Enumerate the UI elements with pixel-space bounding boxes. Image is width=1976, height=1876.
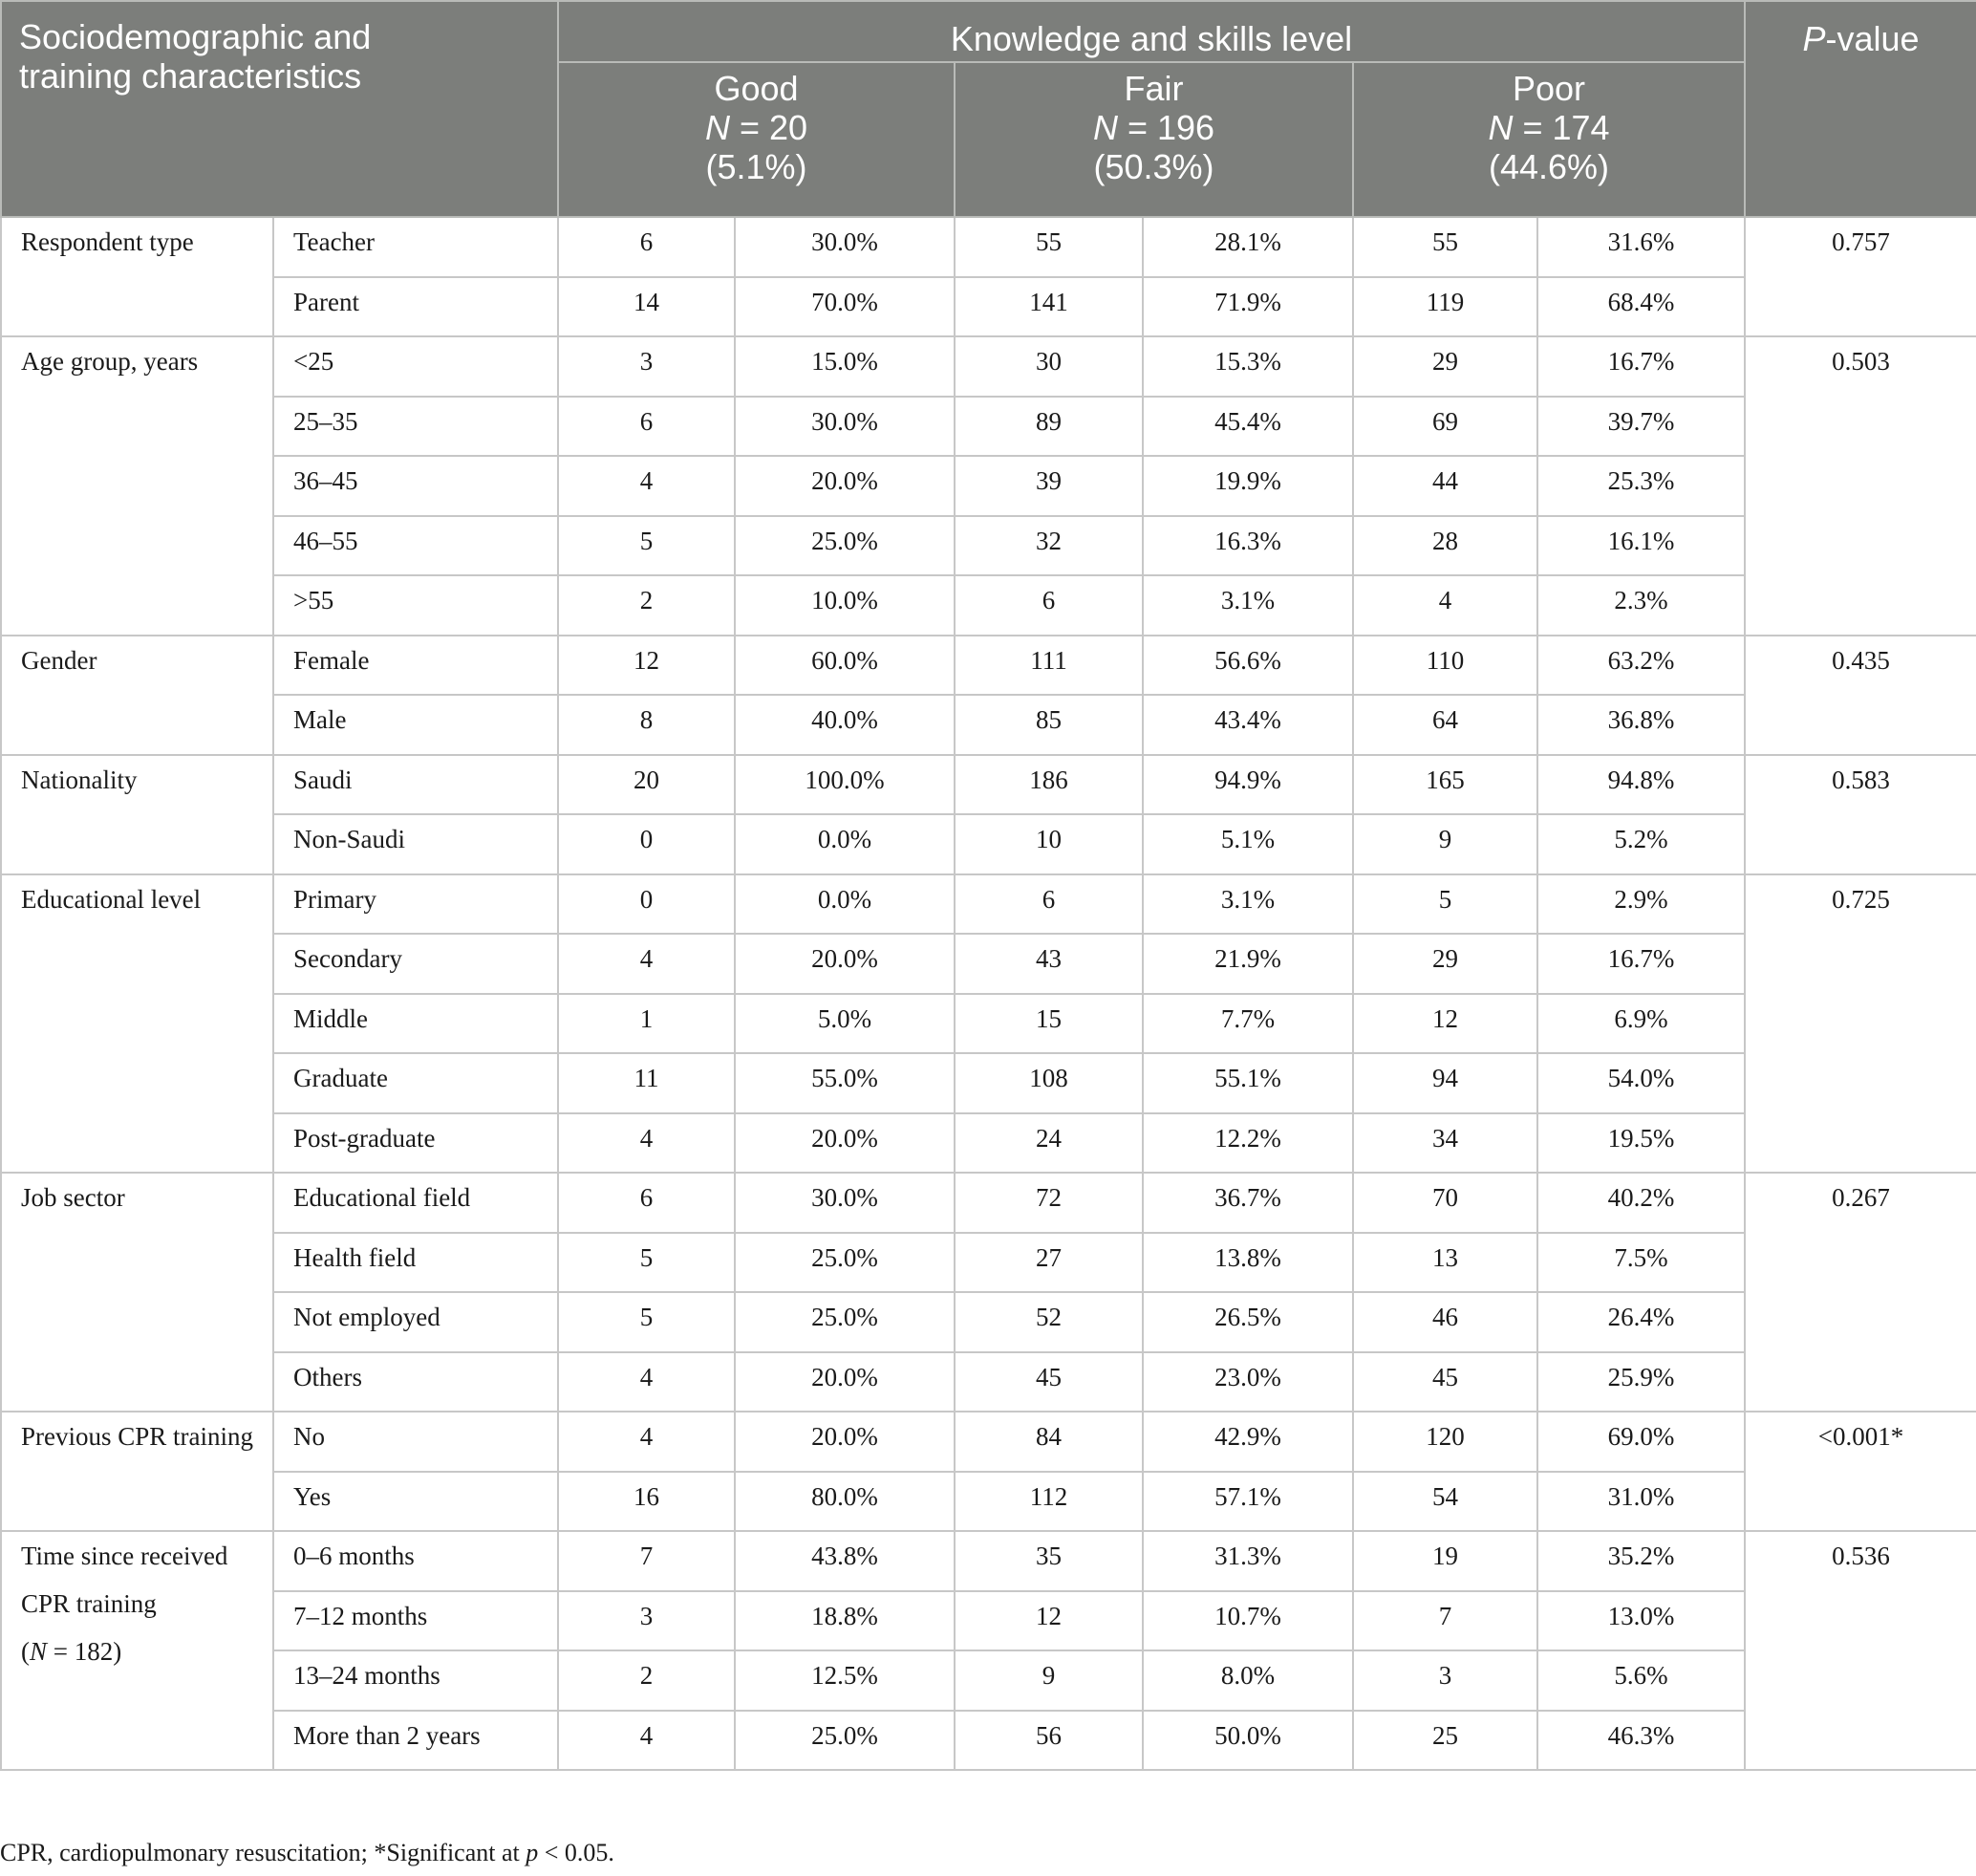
- good-p-cell: 40.0%: [735, 695, 955, 755]
- poor-n-cell: 5: [1353, 874, 1537, 935]
- subcategory-label: Post-graduate: [273, 1113, 558, 1174]
- good-p-cell: 70.0%: [735, 277, 955, 337]
- fair-p-cell: 19.9%: [1143, 456, 1353, 516]
- good-p-cell: 25.0%: [735, 1711, 955, 1771]
- poor-p-cell: 94.8%: [1537, 755, 1745, 815]
- p-value-header-rest: -value: [1825, 19, 1920, 58]
- fair-n-cell: 32: [955, 516, 1143, 576]
- fair-n-cell: 30: [955, 336, 1143, 397]
- subcategory-label: Graduate: [273, 1053, 558, 1113]
- table-row: [1, 1113, 1976, 1174]
- fair-p-cell: 23.0%: [1143, 1352, 1353, 1412]
- fair-p-cell: 57.1%: [1143, 1472, 1353, 1532]
- poor-p-cell: 40.2%: [1537, 1173, 1745, 1233]
- subcategory-label: Health field: [273, 1233, 558, 1293]
- good-n-cell: 16: [558, 1472, 735, 1532]
- good-n-cell: 12: [558, 636, 735, 696]
- level-n-label: N: [1488, 108, 1514, 147]
- subcategory-label: Not employed: [273, 1292, 558, 1352]
- characteristics-header-line1: Sociodemographic and: [19, 17, 372, 56]
- subcategory-label: Secondary: [273, 934, 558, 994]
- p-value-cell: 0.583: [1745, 755, 1976, 874]
- poor-n-cell: 119: [1353, 277, 1537, 337]
- level-pct: (5.1%): [705, 147, 807, 186]
- poor-p-cell: 16.1%: [1537, 516, 1745, 576]
- category-cell: [1, 1531, 273, 1770]
- category-label: Educational level: [21, 884, 202, 914]
- fair-n-cell: 141: [955, 277, 1143, 337]
- poor-n-cell: 29: [1353, 934, 1537, 994]
- category-cell: [1, 874, 273, 1174]
- poor-p-cell: 25.3%: [1537, 456, 1745, 516]
- poor-p-cell: 26.4%: [1537, 1292, 1745, 1352]
- footnote-italic: p: [526, 1839, 539, 1866]
- fair-n-cell: 6: [955, 575, 1143, 636]
- category-subnote-rest: = 182): [47, 1637, 122, 1666]
- good-n-cell: 5: [558, 1233, 735, 1293]
- table-row: [1, 814, 1976, 874]
- category-label: Nationality: [21, 765, 138, 794]
- level-header-good: [558, 62, 955, 217]
- table-body: [1, 217, 1976, 1770]
- category-cell: [1, 755, 273, 874]
- p-value-cell: 0.435: [1745, 636, 1976, 755]
- fair-n-cell: 52: [955, 1292, 1143, 1352]
- poor-n-cell: 25: [1353, 1711, 1537, 1771]
- category-label: Age group, years: [21, 347, 199, 376]
- table-row: [1, 874, 1976, 935]
- good-p-cell: 20.0%: [735, 456, 955, 516]
- level-header-fair: [955, 62, 1353, 217]
- subcategory-label: Teacher: [273, 217, 558, 277]
- level-pct: (44.6%): [1488, 147, 1610, 186]
- category-subnote-open: (: [21, 1637, 30, 1666]
- level-n-label: N: [1092, 108, 1118, 147]
- good-p-cell: 25.0%: [735, 516, 955, 576]
- subcategory-label: <25: [273, 336, 558, 397]
- good-p-cell: 20.0%: [735, 1352, 955, 1412]
- subcategory-label: Yes: [273, 1472, 558, 1532]
- table-row: [1, 1650, 1976, 1711]
- table-row: [1, 695, 1976, 755]
- fair-n-cell: 84: [955, 1412, 1143, 1472]
- subcategory-label: No: [273, 1412, 558, 1472]
- category-cell: [1, 217, 273, 336]
- poor-p-cell: 31.0%: [1537, 1472, 1745, 1532]
- table-row: [1, 994, 1976, 1054]
- poor-n-cell: 44: [1353, 456, 1537, 516]
- poor-n-cell: 55: [1353, 217, 1537, 277]
- fair-p-cell: 3.1%: [1143, 575, 1353, 636]
- poor-n-cell: 7: [1353, 1591, 1537, 1651]
- level-header-poor: [1353, 62, 1745, 217]
- category-cell: [1, 336, 273, 636]
- fair-p-cell: 21.9%: [1143, 934, 1353, 994]
- fair-p-cell: 36.7%: [1143, 1173, 1353, 1233]
- table-footnote: [0, 1839, 614, 1867]
- poor-p-cell: 46.3%: [1537, 1711, 1745, 1771]
- footnote-text-before: CPR, cardiopulmonary resuscitation; *Significant at: [0, 1839, 526, 1866]
- fair-p-cell: 5.1%: [1143, 814, 1353, 874]
- table-row: [1, 1053, 1976, 1113]
- category-subnote: [21, 1628, 267, 1675]
- good-p-cell: 0.0%: [735, 874, 955, 935]
- level-name: Good: [714, 69, 799, 108]
- poor-n-cell: 70: [1353, 1173, 1537, 1233]
- good-n-cell: 7: [558, 1531, 735, 1591]
- characteristics-header-line2: training characteristics: [19, 56, 362, 96]
- fair-n-cell: 35: [955, 1531, 1143, 1591]
- poor-n-cell: 12: [1353, 994, 1537, 1054]
- good-p-cell: 20.0%: [735, 1412, 955, 1472]
- good-p-cell: 25.0%: [735, 1233, 955, 1293]
- poor-n-cell: 34: [1353, 1113, 1537, 1174]
- good-p-cell: 10.0%: [735, 575, 955, 636]
- fair-n-cell: 85: [955, 695, 1143, 755]
- good-p-cell: 30.0%: [735, 1173, 955, 1233]
- good-p-cell: 25.0%: [735, 1292, 955, 1352]
- poor-n-cell: 9: [1353, 814, 1537, 874]
- table-row: [1, 516, 1976, 576]
- poor-n-cell: 29: [1353, 336, 1537, 397]
- fair-p-cell: 43.4%: [1143, 695, 1353, 755]
- table-row: [1, 575, 1976, 636]
- subcategory-label: Male: [273, 695, 558, 755]
- poor-p-cell: 6.9%: [1537, 994, 1745, 1054]
- poor-p-cell: 5.6%: [1537, 1650, 1745, 1711]
- fair-p-cell: 12.2%: [1143, 1113, 1353, 1174]
- good-p-cell: 43.8%: [735, 1531, 955, 1591]
- level-name: Fair: [1124, 69, 1184, 108]
- subcategory-label: Primary: [273, 874, 558, 935]
- good-n-cell: 6: [558, 1173, 735, 1233]
- fair-n-cell: 186: [955, 755, 1143, 815]
- category-label: Previous CPR training: [21, 1422, 254, 1451]
- table-row: [1, 934, 1976, 994]
- subcategory-label: Parent: [273, 277, 558, 337]
- table-row: [1, 1472, 1976, 1532]
- table-row: [1, 1292, 1976, 1352]
- poor-n-cell: 69: [1353, 397, 1537, 457]
- fair-n-cell: 24: [955, 1113, 1143, 1174]
- good-n-cell: 20: [558, 755, 735, 815]
- category-cell: [1, 1412, 273, 1531]
- poor-p-cell: 19.5%: [1537, 1113, 1745, 1174]
- fair-n-cell: 43: [955, 934, 1143, 994]
- good-n-cell: 2: [558, 575, 735, 636]
- fair-p-cell: 56.6%: [1143, 636, 1353, 696]
- level-pct: (50.3%): [1093, 147, 1214, 186]
- fair-p-cell: 15.3%: [1143, 336, 1353, 397]
- p-value-cell: <0.001*: [1745, 1412, 1976, 1531]
- good-n-cell: 5: [558, 1292, 735, 1352]
- good-n-cell: 4: [558, 1711, 735, 1771]
- poor-p-cell: 36.8%: [1537, 695, 1745, 755]
- fair-p-cell: 42.9%: [1143, 1412, 1353, 1472]
- poor-p-cell: 16.7%: [1537, 934, 1745, 994]
- subcategory-label: Female: [273, 636, 558, 696]
- subcategory-label: Saudi: [273, 755, 558, 815]
- fair-n-cell: 111: [955, 636, 1143, 696]
- good-n-cell: 11: [558, 1053, 735, 1113]
- fair-p-cell: 13.8%: [1143, 1233, 1353, 1293]
- fair-n-cell: 15: [955, 994, 1143, 1054]
- good-p-cell: 55.0%: [735, 1053, 955, 1113]
- good-p-cell: 0.0%: [735, 814, 955, 874]
- poor-n-cell: 120: [1353, 1412, 1537, 1472]
- good-p-cell: 30.0%: [735, 217, 955, 277]
- fair-p-cell: 16.3%: [1143, 516, 1353, 576]
- subcategory-label: >55: [273, 575, 558, 636]
- good-p-cell: 60.0%: [735, 636, 955, 696]
- good-n-cell: 5: [558, 516, 735, 576]
- level-name: Poor: [1512, 69, 1586, 108]
- table-row: [1, 1591, 1976, 1651]
- category-label: Respondent type: [21, 227, 194, 256]
- fair-n-cell: 10: [955, 814, 1143, 874]
- good-p-cell: 100.0%: [735, 755, 955, 815]
- poor-p-cell: 31.6%: [1537, 217, 1745, 277]
- subcategory-label: 0–6 months: [273, 1531, 558, 1591]
- poor-p-cell: 25.9%: [1537, 1352, 1745, 1412]
- fair-p-cell: 28.1%: [1143, 217, 1353, 277]
- good-p-cell: 30.0%: [735, 397, 955, 457]
- p-value-cell: 0.725: [1745, 874, 1976, 1174]
- category-label: Job sector: [21, 1183, 125, 1212]
- level-n-value: = 174: [1522, 108, 1610, 147]
- poor-n-cell: 110: [1353, 636, 1537, 696]
- good-n-cell: 6: [558, 217, 735, 277]
- p-value-cell: 0.757: [1745, 217, 1976, 336]
- fair-n-cell: 45: [955, 1352, 1143, 1412]
- category-cell: [1, 636, 273, 755]
- subcategory-label: 36–45: [273, 456, 558, 516]
- fair-p-cell: 31.3%: [1143, 1531, 1353, 1591]
- table-row: [1, 1352, 1976, 1412]
- good-p-cell: 18.8%: [735, 1591, 955, 1651]
- poor-n-cell: 3: [1353, 1650, 1537, 1711]
- good-n-cell: 6: [558, 397, 735, 457]
- good-n-cell: 4: [558, 1352, 735, 1412]
- subcategory-label: Non-Saudi: [273, 814, 558, 874]
- poor-n-cell: 13: [1353, 1233, 1537, 1293]
- table-row: [1, 1531, 1976, 1591]
- category-label: Gender: [21, 645, 97, 675]
- fair-p-cell: 10.7%: [1143, 1591, 1353, 1651]
- p-value-cell: 0.503: [1745, 336, 1976, 636]
- table-row: [1, 397, 1976, 457]
- subcategory-label: Middle: [273, 994, 558, 1054]
- good-n-cell: 1: [558, 994, 735, 1054]
- table-row: [1, 636, 1976, 696]
- p-value-header-italic: P: [1802, 19, 1826, 58]
- good-n-cell: 0: [558, 814, 735, 874]
- fair-p-cell: 71.9%: [1143, 277, 1353, 337]
- table-row: [1, 1173, 1976, 1233]
- fair-n-cell: 56: [955, 1711, 1143, 1771]
- subcategory-label: Others: [273, 1352, 558, 1412]
- poor-n-cell: 165: [1353, 755, 1537, 815]
- poor-p-cell: 2.3%: [1537, 575, 1745, 636]
- footnote-text-after: < 0.05.: [538, 1839, 614, 1866]
- table-row: [1, 1711, 1976, 1771]
- subcategory-label: Educational field: [273, 1173, 558, 1233]
- level-n-label: N: [704, 108, 730, 147]
- fair-p-cell: 26.5%: [1143, 1292, 1353, 1352]
- poor-n-cell: 45: [1353, 1352, 1537, 1412]
- good-p-cell: 15.0%: [735, 336, 955, 397]
- good-p-cell: 80.0%: [735, 1472, 955, 1532]
- poor-p-cell: 2.9%: [1537, 874, 1745, 935]
- category-subnote-italic: N: [30, 1637, 48, 1666]
- table-row: [1, 1233, 1976, 1293]
- subcategory-label: 13–24 months: [273, 1650, 558, 1711]
- characteristics-header: [1, 1, 558, 217]
- table-row: [1, 456, 1976, 516]
- poor-n-cell: 46: [1353, 1292, 1537, 1352]
- table-row: [1, 336, 1976, 397]
- poor-p-cell: 13.0%: [1537, 1591, 1745, 1651]
- table-row: [1, 755, 1976, 815]
- fair-n-cell: 55: [955, 217, 1143, 277]
- poor-n-cell: 28: [1353, 516, 1537, 576]
- good-n-cell: 4: [558, 456, 735, 516]
- fair-n-cell: 108: [955, 1053, 1143, 1113]
- good-p-cell: 20.0%: [735, 934, 955, 994]
- poor-p-cell: 69.0%: [1537, 1412, 1745, 1472]
- good-n-cell: 4: [558, 1412, 735, 1472]
- fair-p-cell: 55.1%: [1143, 1053, 1353, 1113]
- fair-p-cell: 45.4%: [1143, 397, 1353, 457]
- fair-n-cell: 12: [955, 1591, 1143, 1651]
- good-n-cell: 3: [558, 1591, 735, 1651]
- fair-n-cell: 112: [955, 1472, 1143, 1532]
- good-n-cell: 4: [558, 934, 735, 994]
- p-value-cell: 0.536: [1745, 1531, 1976, 1770]
- level-n-value: = 196: [1127, 108, 1215, 147]
- good-n-cell: 8: [558, 695, 735, 755]
- good-p-cell: 20.0%: [735, 1113, 955, 1174]
- knowledge-header: Knowledge and skills level: [558, 1, 1745, 62]
- p-value-cell: 0.267: [1745, 1173, 1976, 1412]
- poor-p-cell: 5.2%: [1537, 814, 1745, 874]
- good-n-cell: 14: [558, 277, 735, 337]
- table-header: [1, 1, 1976, 217]
- poor-p-cell: 39.7%: [1537, 397, 1745, 457]
- level-n-value: = 20: [739, 108, 808, 147]
- poor-n-cell: 54: [1353, 1472, 1537, 1532]
- good-n-cell: 4: [558, 1113, 735, 1174]
- table-row: [1, 277, 1976, 337]
- poor-n-cell: 4: [1353, 575, 1537, 636]
- good-n-cell: 2: [558, 1650, 735, 1711]
- fair-p-cell: 3.1%: [1143, 874, 1353, 935]
- fair-p-cell: 94.9%: [1143, 755, 1353, 815]
- fair-n-cell: 89: [955, 397, 1143, 457]
- poor-p-cell: 63.2%: [1537, 636, 1745, 696]
- p-value-header: [1745, 1, 1976, 217]
- fair-n-cell: 72: [955, 1173, 1143, 1233]
- fair-p-cell: 8.0%: [1143, 1650, 1353, 1711]
- subcategory-label: More than 2 years: [273, 1711, 558, 1771]
- poor-p-cell: 54.0%: [1537, 1053, 1745, 1113]
- subcategory-label: 46–55: [273, 516, 558, 576]
- fair-p-cell: 50.0%: [1143, 1711, 1353, 1771]
- poor-p-cell: 7.5%: [1537, 1233, 1745, 1293]
- good-n-cell: 3: [558, 336, 735, 397]
- table-row: [1, 1412, 1976, 1472]
- category-cell: [1, 1173, 273, 1412]
- poor-n-cell: 19: [1353, 1531, 1537, 1591]
- fair-n-cell: 6: [955, 874, 1143, 935]
- subcategory-label: 25–35: [273, 397, 558, 457]
- poor-n-cell: 94: [1353, 1053, 1537, 1113]
- good-p-cell: 5.0%: [735, 994, 955, 1054]
- fair-n-cell: 9: [955, 1650, 1143, 1711]
- poor-p-cell: 68.4%: [1537, 277, 1745, 337]
- table-row: [1, 217, 1976, 277]
- fair-n-cell: 27: [955, 1233, 1143, 1293]
- good-p-cell: 12.5%: [735, 1650, 955, 1711]
- fair-n-cell: 39: [955, 456, 1143, 516]
- subcategory-label: 7–12 months: [273, 1591, 558, 1651]
- poor-p-cell: 16.7%: [1537, 336, 1745, 397]
- fair-p-cell: 7.7%: [1143, 994, 1353, 1054]
- good-n-cell: 0: [558, 874, 735, 935]
- poor-p-cell: 35.2%: [1537, 1531, 1745, 1591]
- category-label: Time since received CPR training: [21, 1542, 228, 1618]
- poor-n-cell: 64: [1353, 695, 1537, 755]
